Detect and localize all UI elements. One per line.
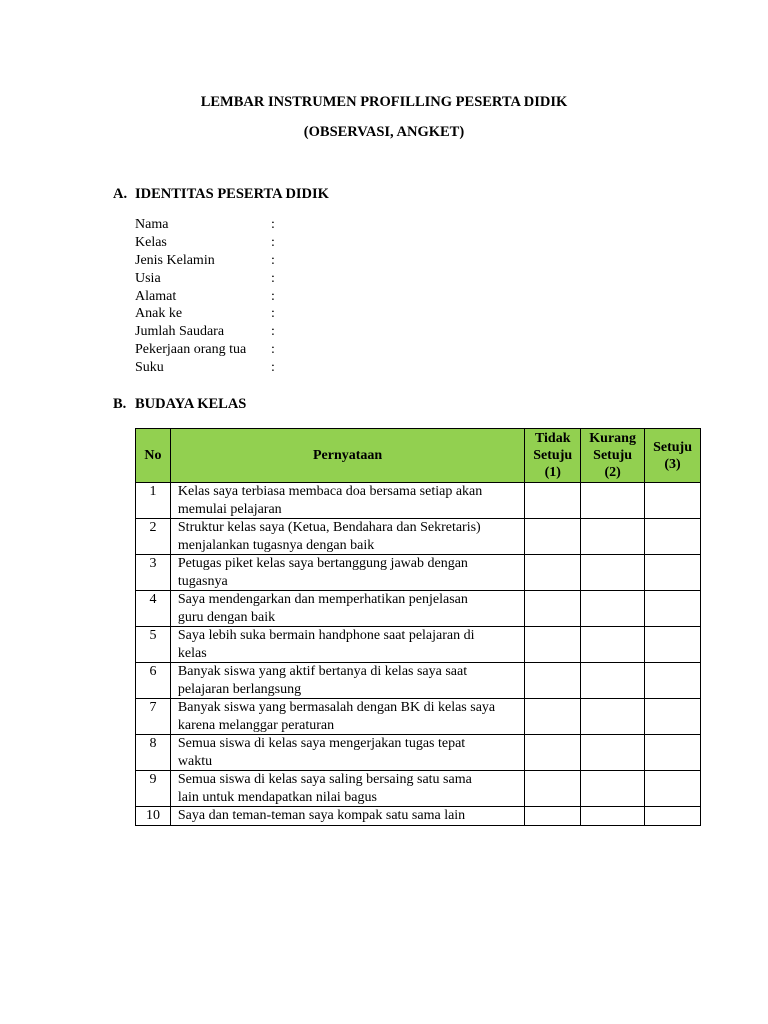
- table-row: [136, 591, 701, 627]
- answer-cell-option-1[interactable]: [525, 699, 581, 735]
- header-option-3-line: (3): [664, 456, 681, 472]
- statement-line: Banyak siswa yang bermasalah dengan BK di kelas saya: [177, 700, 496, 715]
- answer-cell-option-1[interactable]: [525, 663, 581, 699]
- identity-field-label: Jenis Kelamin: [135, 252, 215, 268]
- header-option-3-line: Setuju: [653, 439, 692, 455]
- statement-cell: [170, 771, 524, 807]
- row-number: 5: [136, 627, 171, 663]
- identity-field-colon: :: [271, 217, 275, 232]
- header-statement: Pernyataan: [170, 429, 524, 483]
- identity-field-label: Suku: [135, 360, 164, 376]
- answer-cell-option-1[interactable]: [525, 483, 581, 519]
- statement-line: Kelas saya terbiasa membaca doa bersama setiap akan: [177, 484, 483, 499]
- identity-field: [135, 305, 275, 323]
- answer-cell-option-3[interactable]: [645, 519, 701, 555]
- statement-cell: [170, 627, 524, 663]
- row-number: 6: [136, 663, 171, 699]
- answer-cell-option-3[interactable]: [645, 735, 701, 771]
- statement-line: tugasnya: [177, 573, 228, 589]
- answer-cell-option-2[interactable]: [581, 699, 645, 735]
- identity-field: [135, 359, 275, 377]
- statement-line: memulai pelajaran: [177, 501, 282, 517]
- identity-field: [135, 234, 275, 252]
- answer-cell-option-1[interactable]: [525, 627, 581, 663]
- row-number: 7: [136, 699, 171, 735]
- answer-cell-option-2[interactable]: [581, 519, 645, 555]
- section-a-heading: [113, 186, 329, 203]
- identity-field-label: Alamat: [135, 288, 177, 304]
- document-subtitle: (OBSERVASI, ANGKET): [303, 124, 465, 140]
- statement-cell: [170, 591, 524, 627]
- answer-cell-option-3[interactable]: [645, 771, 701, 807]
- answer-cell-option-1[interactable]: [525, 807, 581, 826]
- answer-cell-option-2[interactable]: [581, 771, 645, 807]
- statement-line: Banyak siswa yang aktif bertanya di kelas saya saat: [177, 664, 468, 679]
- identity-field-label: Usia: [135, 270, 161, 286]
- identity-field: [135, 341, 275, 359]
- identity-field-label: Pekerjaan orang tua: [135, 342, 247, 358]
- statement-line: kelas: [177, 645, 207, 661]
- answer-cell-option-1[interactable]: [525, 735, 581, 771]
- table-row: [136, 483, 701, 519]
- statement-line: Semua siswa di kelas saya mengerjakan tugas tepat: [177, 736, 466, 751]
- statement-line: Semua siswa di kelas saya saling bersaing satu sama: [177, 772, 472, 787]
- statement-cell: [170, 699, 524, 735]
- header-option-1-line: (1): [544, 465, 561, 480]
- identity-field: [135, 216, 275, 234]
- row-number: 4: [136, 591, 171, 627]
- statement-line: Saya mendengarkan dan memperhatikan penjelasan: [177, 592, 468, 607]
- answer-cell-option-1[interactable]: [525, 555, 581, 591]
- statement-line: waktu: [177, 753, 213, 769]
- answer-cell-option-2[interactable]: [581, 807, 645, 826]
- statement-line: Saya lebih suka bermain handphone saat pelajaran di: [177, 628, 475, 643]
- statement-line: pelajaran berlangsung: [177, 681, 302, 697]
- table-row: [136, 555, 701, 591]
- row-number: 10: [136, 807, 171, 826]
- section-b-letter: B.: [113, 396, 127, 412]
- table-row: [136, 663, 701, 699]
- answer-cell-option-2[interactable]: [581, 483, 645, 519]
- answer-cell-option-1[interactable]: [525, 771, 581, 807]
- identity-field-colon: :: [271, 324, 275, 340]
- header-option-1-line: Setuju: [533, 448, 573, 463]
- table-row: [136, 807, 701, 826]
- identity-field-colon: :: [271, 306, 275, 322]
- row-number: 9: [136, 771, 171, 807]
- answer-cell-option-3[interactable]: [645, 807, 701, 826]
- header-option-2: [581, 429, 645, 483]
- answer-cell-option-2[interactable]: [581, 555, 645, 591]
- statement-cell: [170, 807, 524, 826]
- answer-cell-option-2[interactable]: [581, 663, 645, 699]
- answer-cell-option-1[interactable]: [525, 519, 581, 555]
- row-number: 3: [136, 555, 171, 591]
- answer-cell-option-3[interactable]: [645, 555, 701, 591]
- answer-cell-option-3[interactable]: [645, 663, 701, 699]
- document-title: LEMBAR INSTRUMEN PROFILLING PESERTA DIDIK: [200, 94, 568, 110]
- table-row: [136, 735, 701, 771]
- answer-cell-option-3[interactable]: [645, 699, 701, 735]
- statement-cell: [170, 483, 524, 519]
- table-header-row: [136, 429, 701, 483]
- answer-cell-option-3[interactable]: [645, 483, 701, 519]
- header-option-3: [645, 429, 701, 483]
- answer-cell-option-3[interactable]: [645, 627, 701, 663]
- section-a-letter: A.: [113, 186, 128, 202]
- answer-cell-option-1[interactable]: [525, 591, 581, 627]
- table-row: [136, 771, 701, 807]
- answer-cell-option-2[interactable]: [581, 591, 645, 627]
- statement-line: karena melanggar peraturan: [177, 717, 335, 733]
- statement-line: Petugas piket kelas saya bertanggung jawab dengan: [177, 556, 468, 571]
- table-body: [136, 483, 701, 826]
- identity-field-label: Jumlah Saudara: [135, 324, 225, 340]
- identity-field: [135, 270, 275, 288]
- identity-field-colon: :: [271, 342, 275, 358]
- answer-cell-option-2[interactable]: [581, 735, 645, 771]
- table-row: [136, 699, 701, 735]
- identity-field: [135, 288, 275, 306]
- header-option-2-line: Kurang: [589, 431, 636, 446]
- header-no: No: [136, 429, 171, 483]
- identity-field: [135, 252, 275, 270]
- identity-field-list: [135, 216, 275, 377]
- identity-field-label: Kelas: [135, 234, 167, 250]
- identity-field: [135, 323, 275, 341]
- statement-cell: [170, 735, 524, 771]
- statement-line: lain untuk mendapatkan nilai bagus: [177, 789, 377, 805]
- row-number: 2: [136, 519, 171, 555]
- table-row: [136, 519, 701, 555]
- answer-cell-option-2[interactable]: [581, 627, 645, 663]
- identity-field-colon: :: [271, 360, 275, 376]
- identity-field-colon: :: [271, 252, 275, 268]
- header-option-2-line: Setuju: [593, 448, 633, 463]
- statement-line: menjalankan tugasnya dengan baik: [177, 537, 375, 553]
- section-a-title: IDENTITAS PESERTA DIDIK: [135, 186, 329, 202]
- statement-line: guru dengan baik: [177, 609, 276, 625]
- row-number: 1: [136, 483, 171, 519]
- header-option-1: [525, 429, 581, 483]
- header-option-2-line: (2): [604, 465, 621, 480]
- identity-field-colon: :: [271, 288, 275, 304]
- identity-field-colon: :: [271, 234, 275, 250]
- section-b-title: BUDAYA KELAS: [135, 396, 247, 412]
- identity-field-colon: :: [271, 270, 275, 286]
- identity-field-label: Nama: [135, 217, 169, 232]
- statement-cell: [170, 519, 524, 555]
- table-row: [136, 627, 701, 663]
- statement-cell: [170, 555, 524, 591]
- statement-line: Struktur kelas saya (Ketua, Bendahara dan Sekretaris): [177, 520, 481, 535]
- section-b-heading: [113, 396, 246, 413]
- row-number: 8: [136, 735, 171, 771]
- budaya-kelas-table: [135, 428, 701, 826]
- answer-cell-option-3[interactable]: [645, 591, 701, 627]
- statement-line: Saya dan teman-teman saya kompak satu sama lain: [177, 808, 466, 823]
- statement-cell: [170, 663, 524, 699]
- identity-field-label: Anak ke: [135, 306, 183, 322]
- header-option-1-line: Tidak: [534, 431, 571, 446]
